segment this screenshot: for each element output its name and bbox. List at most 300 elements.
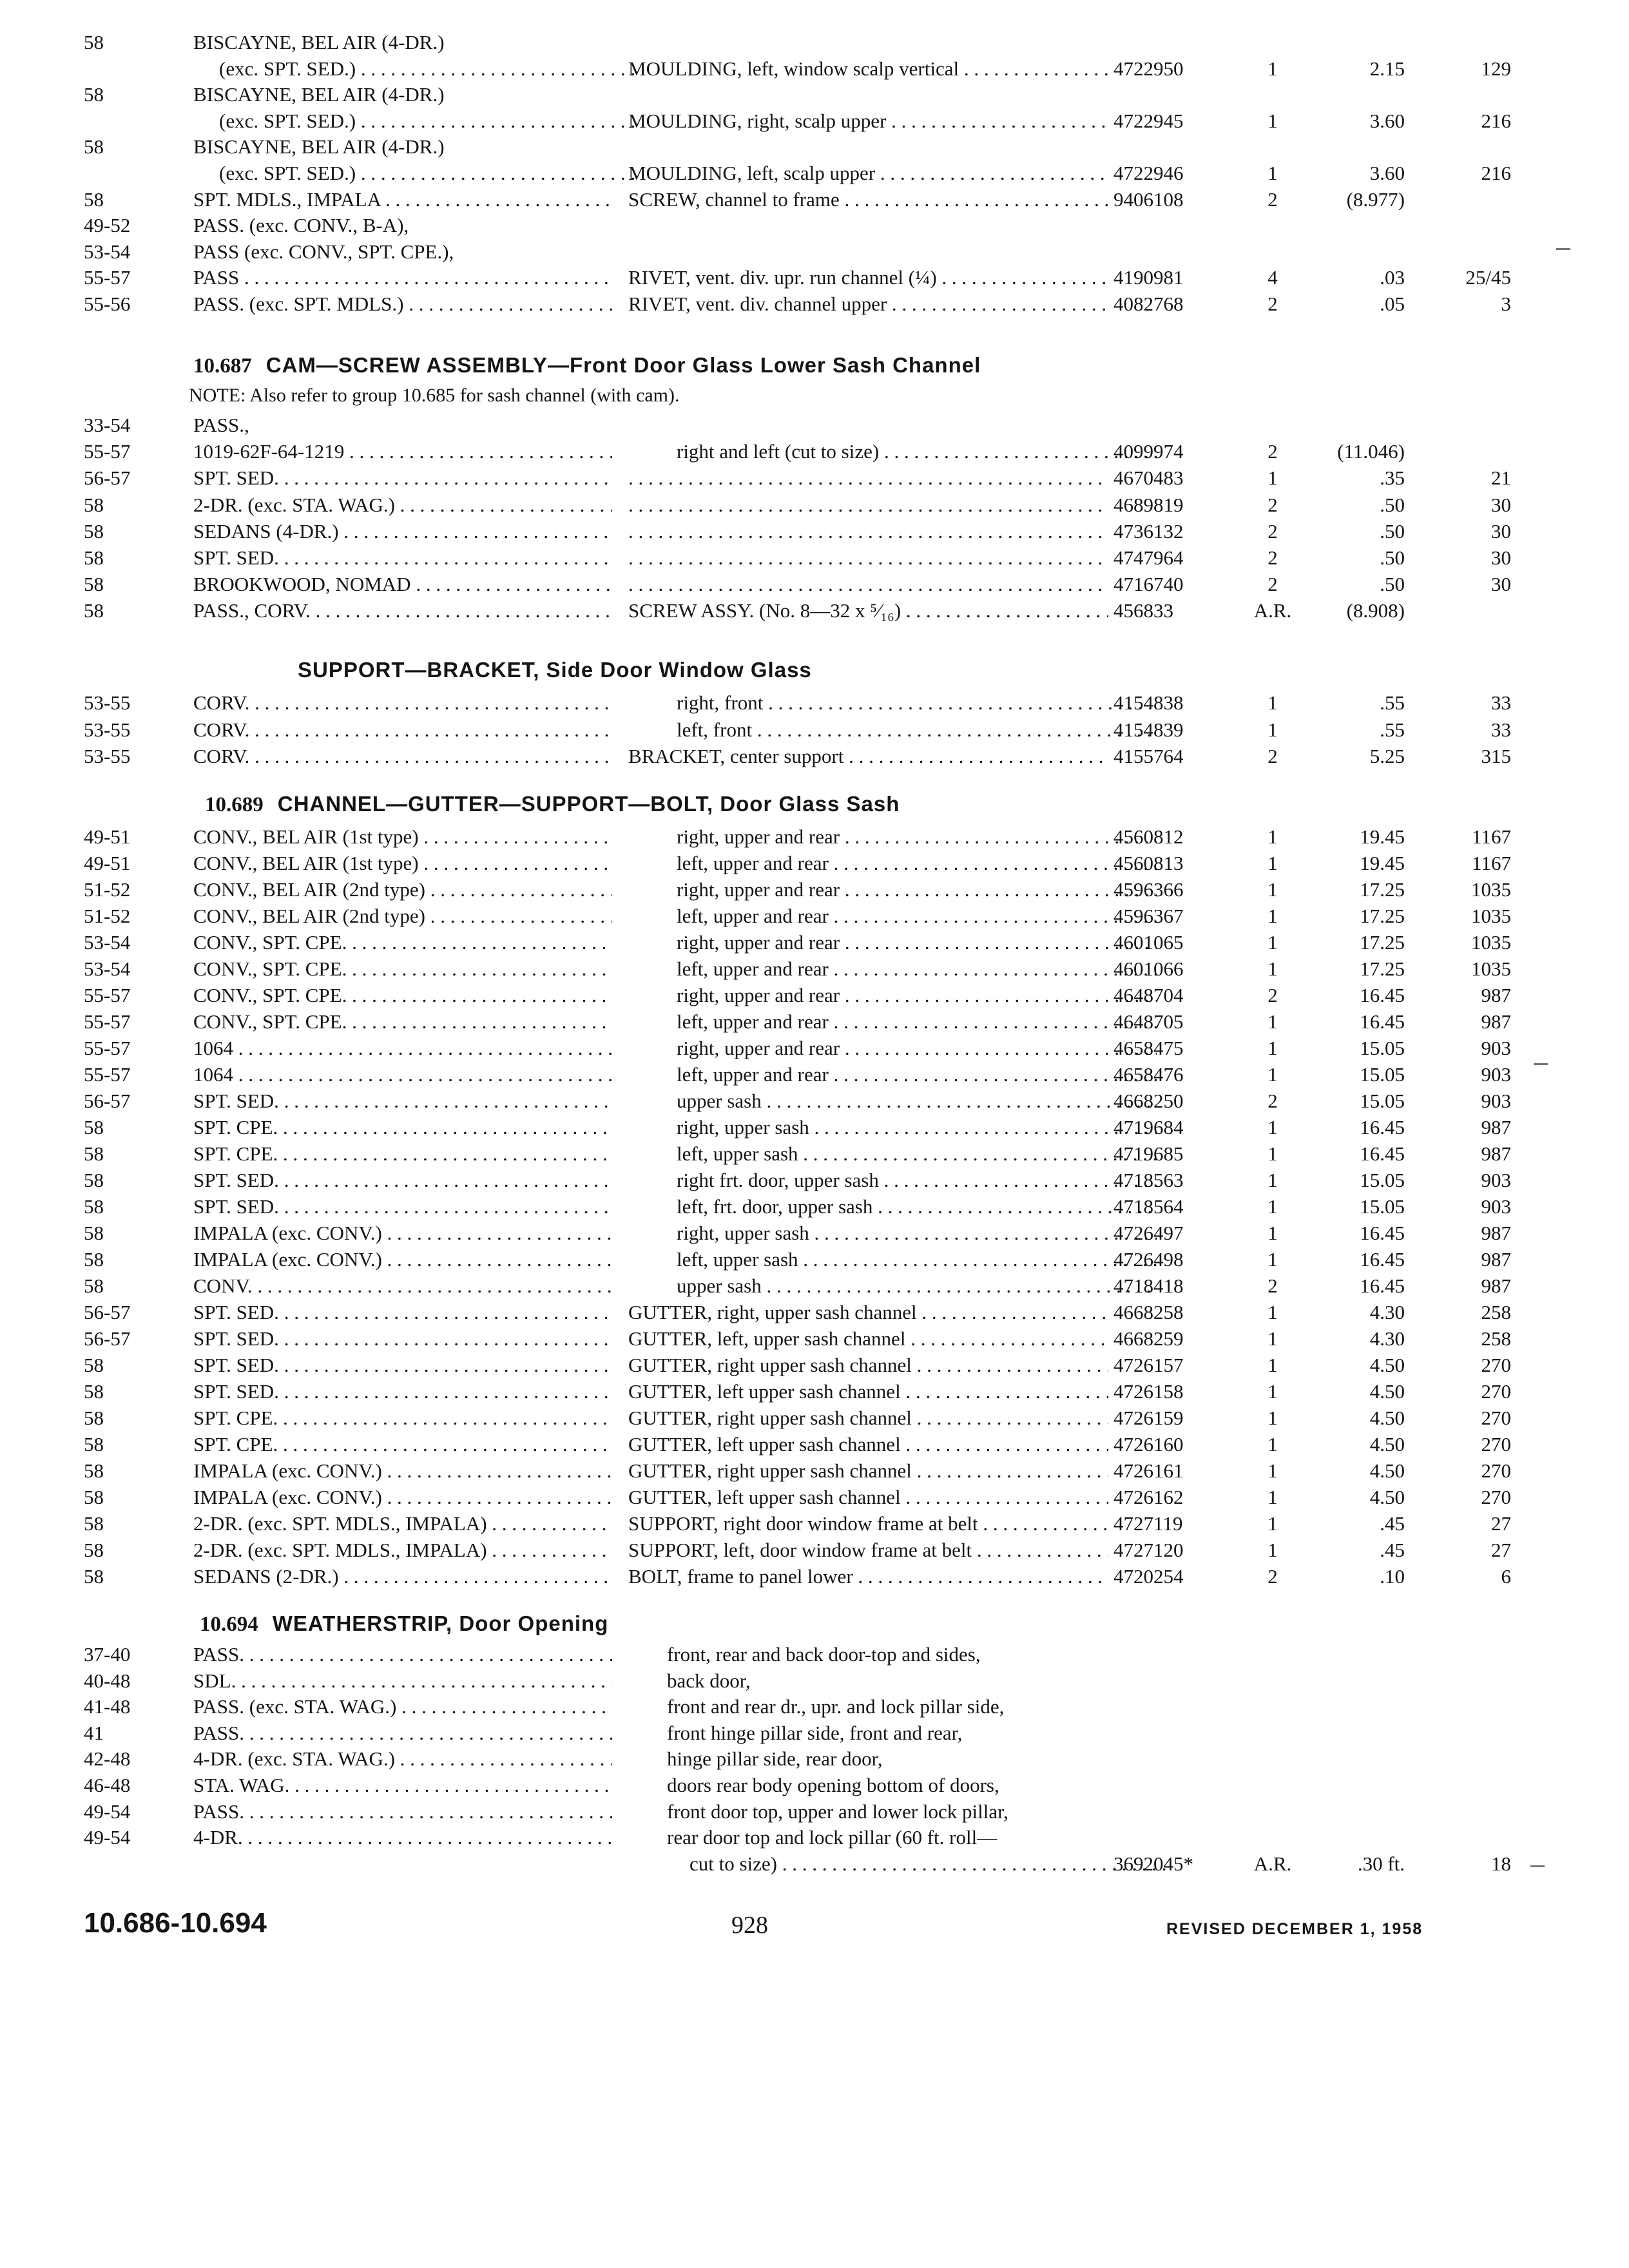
quantity-cell: 1: [1268, 1539, 1278, 1561]
description-cell: GUTTER, left, upper sash channel . . .: [628, 1326, 1108, 1352]
description-cell: left, front . . .: [628, 717, 1157, 743]
application-cell: CONV., BEL AIR (2nd type) . . .: [193, 903, 612, 929]
application-cell: CONV., BEL AIR (1st type) . . .: [193, 850, 612, 876]
year-cell: 58: [84, 1565, 104, 1588]
application-cell: PASS. . . .: [193, 1720, 612, 1746]
price-cell: 15.05: [1360, 1090, 1405, 1112]
list-price-cell: 1035: [1471, 957, 1511, 980]
list-price-cell: 270: [1481, 1486, 1511, 1508]
application-cell: BISCAYNE, BEL AIR (4-DR.): [193, 83, 445, 106]
description-cell: GUTTER, right, upper sash channel . . .: [628, 1300, 1108, 1325]
quantity-cell: A.R.: [1253, 1852, 1292, 1875]
parts-row: [0, 690, 1629, 716]
parts-row: [0, 239, 1629, 265]
part-number-cell: 4722946: [1113, 162, 1184, 184]
description-cell: BRACKET, center support . . .: [628, 744, 1108, 769]
section-title: CHANNEL—GUTTER—SUPPORT—BOLT, Door Glass Sash: [277, 792, 900, 816]
quantity-cell: 1: [1268, 1512, 1278, 1535]
description-cell: RIVET, vent. div. upr. run channel (¼) . . .: [628, 265, 1108, 291]
part-number-cell: 9406108: [1113, 188, 1184, 211]
parts-row: [0, 1405, 1629, 1431]
year-cell: 58: [84, 1195, 104, 1218]
application-cell: PASS. . . .: [193, 1642, 612, 1667]
quantity-cell: 1: [1268, 466, 1278, 489]
part-number-cell: 4658475: [1113, 1037, 1184, 1059]
list-price-cell: 129: [1481, 57, 1511, 80]
quantity-cell: 1: [1268, 1010, 1278, 1033]
list-price-cell: 6: [1501, 1565, 1511, 1588]
description-cell: GUTTER, left upper sash channel . . .: [628, 1379, 1108, 1405]
year-cell: 37-40: [84, 1643, 131, 1666]
price-cell: 17.25: [1360, 878, 1405, 901]
application-cell: 4-DR. . . .: [193, 1825, 612, 1850]
parts-row: [0, 265, 1629, 291]
list-price-cell: 270: [1481, 1407, 1511, 1429]
list-price-cell: 33: [1491, 718, 1511, 741]
list-price-cell: 270: [1481, 1380, 1511, 1403]
parts-row: [0, 108, 1629, 134]
parts-row: [0, 519, 1629, 544]
year-cell: 55-56: [84, 293, 131, 315]
part-number-cell: 4648704: [1113, 984, 1184, 1006]
quantity-cell: 2: [1268, 293, 1278, 315]
year-cell: 58: [84, 1512, 104, 1535]
list-price-cell: 216: [1481, 162, 1511, 184]
price-cell: 4.50: [1369, 1407, 1405, 1429]
parts-row: [0, 1141, 1629, 1167]
description-cell: GUTTER, right upper sash channel . . .: [628, 1458, 1108, 1484]
year-cell: 58: [84, 1407, 104, 1429]
year-cell: 56-57: [84, 1327, 131, 1350]
parts-row: [0, 82, 1629, 108]
year-cell: 58: [84, 1248, 104, 1271]
parts-row: [0, 1668, 1629, 1694]
price-cell: (8.908): [1346, 599, 1405, 622]
parts-row: [0, 1511, 1629, 1537]
price-cell: 15.05: [1360, 1169, 1405, 1191]
description-cell: MOULDING, left, scalp upper . . .: [628, 160, 1108, 186]
price-cell: 16.45: [1360, 1248, 1405, 1271]
price-cell: 16.45: [1360, 1116, 1405, 1139]
quantity-cell: 1: [1268, 825, 1278, 848]
part-number-cell: 4082768: [1113, 293, 1184, 315]
year-cell: 58: [84, 1169, 104, 1191]
year-cell: 40-48: [84, 1669, 131, 1692]
part-number-cell: 4601066: [1113, 957, 1184, 980]
quantity-cell: 2: [1268, 573, 1278, 595]
part-number-cell: 4727119: [1113, 1512, 1183, 1535]
quantity-cell: 1: [1268, 905, 1278, 927]
quantity-cell: 1: [1268, 1195, 1278, 1218]
year-cell: 53-55: [84, 691, 131, 714]
parts-row: [0, 291, 1629, 317]
year-cell: 58: [84, 520, 104, 543]
year-cell: 41-48: [84, 1695, 131, 1718]
margin-mark: [1530, 1865, 1545, 1867]
section-note: NOTE: Also refer to group 10.685 for sash channel (with cam).: [189, 385, 680, 406]
year-cell: 56-57: [84, 1090, 131, 1112]
quantity-cell: 1: [1268, 57, 1278, 80]
application-cell: SPT. CPE. . . .: [193, 1115, 612, 1140]
year-cell: 51-52: [84, 878, 131, 901]
part-number-cell: 456833: [1113, 599, 1173, 622]
application-cell: CONV., SPT. CPE. . . .: [193, 956, 612, 982]
list-price-cell: 258: [1481, 1301, 1511, 1323]
quantity-cell: 1: [1268, 110, 1278, 132]
parts-row: [0, 877, 1629, 903]
list-price-cell: 1167: [1472, 852, 1511, 874]
part-number-cell: 4736132: [1113, 520, 1184, 543]
application-cell: SPT. SED. . . .: [193, 1194, 612, 1220]
list-price-cell: 987: [1481, 1142, 1511, 1165]
list-price-cell: 216: [1481, 110, 1511, 132]
year-cell: 58: [84, 1486, 104, 1508]
price-cell: .10: [1380, 1565, 1405, 1588]
application-cell: BISCAYNE, BEL AIR (4-DR.): [193, 31, 445, 53]
quantity-cell: 1: [1268, 852, 1278, 874]
application-cell: SPT. SED. . . .: [193, 1168, 612, 1193]
section-title: WEATHERSTRIP, Door Opening: [272, 1611, 609, 1635]
section-number: 10.689: [205, 793, 264, 816]
application-cell: SPT. SED. . . .: [193, 1088, 612, 1114]
price-cell: .50: [1380, 546, 1405, 569]
year-cell: 58: [84, 573, 104, 595]
year-cell: 51-52: [84, 905, 131, 927]
year-cell: 49-52: [84, 214, 131, 236]
parts-row: [0, 744, 1629, 769]
application-cell: 1019-62F-64-1219 . . .: [193, 439, 612, 465]
application-cell: 2-DR. (exc. SPT. MDLS., IMPALA) . . .: [193, 1537, 612, 1563]
application-cell: (exc. SPT. SED.) . . .: [193, 108, 638, 134]
price-cell: .50: [1380, 520, 1405, 543]
parts-row: [0, 439, 1629, 465]
parts-row: [0, 850, 1629, 876]
description-cell: right, upper and rear . . .: [628, 983, 1157, 1008]
description-cell: [628, 519, 1108, 544]
parts-row: [0, 1194, 1629, 1220]
description-cell: back door,: [667, 1669, 751, 1692]
margin-mark: [1534, 1063, 1548, 1065]
parts-row: [0, 1564, 1629, 1590]
price-cell: .05: [1380, 293, 1405, 315]
year-cell: 58: [84, 1274, 104, 1297]
price-cell: 15.05: [1360, 1063, 1405, 1086]
quantity-cell: 1: [1268, 691, 1278, 714]
parts-row: [0, 1746, 1629, 1772]
year-cell: 55-57: [84, 266, 131, 289]
parts-row: [0, 1352, 1629, 1378]
part-number-cell: 4648705: [1113, 1010, 1184, 1033]
application-cell: CONV., BEL AIR (1st type) . . .: [193, 824, 612, 850]
description-cell: [628, 465, 1108, 491]
parts-row: [0, 1379, 1629, 1405]
description-cell: [628, 572, 1108, 597]
price-cell: 4.30: [1369, 1327, 1405, 1350]
parts-row: [0, 1537, 1629, 1563]
year-cell: 58: [84, 599, 104, 622]
parts-row: [0, 1168, 1629, 1193]
description-cell: [628, 492, 1108, 518]
application-cell: SPT. SED. . . .: [193, 1300, 612, 1325]
parts-row: [0, 930, 1629, 956]
part-number-cell: 4670483: [1113, 466, 1184, 489]
application-cell: BISCAYNE, BEL AIR (4-DR.): [193, 135, 445, 158]
revision-date: REVISED DECEMBER 1, 1958: [1166, 1920, 1423, 1938]
list-price-cell: 987: [1481, 984, 1511, 1006]
description-cell: left, upper and rear . . .: [628, 903, 1157, 929]
list-price-cell: 903: [1481, 1037, 1511, 1059]
list-price-cell: 27: [1491, 1539, 1511, 1561]
year-cell: 55-57: [84, 1063, 131, 1086]
year-cell: 53-54: [84, 931, 131, 954]
quantity-cell: 1: [1268, 931, 1278, 954]
year-cell: 56-57: [84, 466, 131, 489]
description-cell: GUTTER, left upper sash channel . . .: [628, 1432, 1108, 1457]
list-price-cell: 258: [1481, 1327, 1511, 1350]
application-cell: SEDANS (2-DR.) . . .: [193, 1564, 612, 1590]
part-number-cell: 4718563: [1113, 1169, 1184, 1191]
quantity-cell: 1: [1268, 1354, 1278, 1376]
parts-row: [0, 56, 1629, 82]
description-cell: front and rear dr., upr. and lock pillar side,: [667, 1695, 1005, 1718]
year-cell: 55-57: [84, 440, 131, 463]
description-cell: left, upper and rear . . .: [628, 1009, 1157, 1035]
application-cell: IMPALA (exc. CONV.) . . .: [193, 1458, 612, 1484]
quantity-cell: 2: [1268, 440, 1278, 463]
year-cell: 58: [84, 546, 104, 569]
application-cell: PASS. . . .: [193, 1799, 612, 1825]
price-cell: 3.60: [1369, 110, 1405, 132]
part-number-cell: 4719685: [1113, 1142, 1184, 1165]
quantity-cell: 1: [1268, 1327, 1278, 1350]
year-cell: 58: [84, 83, 104, 106]
year-cell: 55-57: [84, 1010, 131, 1033]
price-cell: 16.45: [1360, 1142, 1405, 1165]
section-heading-10-687: [193, 353, 981, 378]
price-cell: .55: [1380, 691, 1405, 714]
page-number: 928: [731, 1912, 768, 1939]
application-cell: STA. WAG. . . .: [193, 1773, 612, 1798]
application-cell: PASS., CORV. . . .: [193, 598, 612, 624]
part-number-cell: 4726497: [1113, 1222, 1184, 1244]
year-cell: 58: [84, 1116, 104, 1139]
part-number-cell: 4689819: [1113, 494, 1184, 516]
section-number: 10.694: [200, 1613, 258, 1636]
list-price-cell: 25/45: [1465, 266, 1511, 289]
description-cell: left, upper and rear . . .: [628, 956, 1157, 982]
part-number-cell: 4726160: [1113, 1433, 1184, 1456]
quantity-cell: 1: [1268, 957, 1278, 980]
description-cell: GUTTER, right upper sash channel . . .: [628, 1352, 1108, 1378]
application-cell: CORV. . . .: [193, 744, 612, 769]
part-number-cell: 4716740: [1113, 573, 1184, 595]
quantity-cell: 1: [1268, 1142, 1278, 1165]
application-cell: CORV. . . .: [193, 690, 612, 716]
parts-row: [0, 1035, 1629, 1061]
price-cell: .03: [1380, 266, 1405, 289]
year-cell: 53-55: [84, 745, 131, 767]
parts-row: [0, 213, 1629, 238]
year-cell: 41: [84, 1722, 104, 1744]
part-number-cell: 4747964: [1113, 546, 1184, 569]
application-cell: SPT. CPE. . . .: [193, 1432, 612, 1457]
year-cell: 58: [84, 31, 104, 53]
list-price-cell: 987: [1481, 1274, 1511, 1297]
part-number-cell: 4560813: [1113, 852, 1184, 874]
description-cell: GUTTER, left upper sash channel . . .: [628, 1485, 1108, 1510]
list-price-cell: 1035: [1471, 878, 1511, 901]
parts-row: [0, 1773, 1629, 1798]
description-cell: rear door top and lock pillar (60 ft. roll—: [667, 1826, 998, 1849]
quantity-cell: 4: [1268, 266, 1278, 289]
part-number-cell: 4718418: [1113, 1274, 1184, 1297]
price-cell: 4.50: [1369, 1459, 1405, 1482]
parts-row: [0, 1300, 1629, 1325]
parts-row: [0, 1458, 1629, 1484]
list-price-cell: 987: [1481, 1248, 1511, 1271]
quantity-cell: 1: [1268, 1063, 1278, 1086]
year-cell: 53-54: [84, 957, 131, 980]
application-cell: SPT. SED. . . .: [193, 1352, 612, 1378]
quantity-cell: 1: [1268, 1037, 1278, 1059]
application-cell: PASS. (exc. STA. WAG.) . . .: [193, 1694, 612, 1720]
description-cell: cut to size) . . .: [628, 1851, 1170, 1877]
price-cell: 5.25: [1369, 745, 1405, 767]
application-cell: CORV. . . .: [193, 717, 612, 743]
part-number-cell: 4727120: [1113, 1539, 1184, 1561]
year-cell: 58: [84, 1222, 104, 1244]
parts-row: [0, 187, 1629, 213]
application-cell: CONV., SPT. CPE. . . .: [193, 930, 612, 956]
price-cell: 15.05: [1360, 1037, 1405, 1059]
application-cell: SPT. SED. . . .: [193, 465, 612, 491]
section-title: CAM—SCREW ASSEMBLY—Front Door Glass Lower Sash Channel: [265, 353, 981, 377]
application-cell: IMPALA (exc. CONV.) . . .: [193, 1247, 612, 1273]
part-number-cell: 4722950: [1113, 57, 1184, 80]
section-heading-support-bracket: [298, 658, 812, 683]
price-cell: 4.50: [1369, 1433, 1405, 1456]
section-number: 10.687: [193, 354, 252, 378]
list-price-cell: 21: [1491, 466, 1511, 489]
quantity-cell: 1: [1268, 1116, 1278, 1139]
part-number-cell: 4154839: [1113, 718, 1184, 741]
list-price-cell: 270: [1481, 1354, 1511, 1376]
part-number-cell: 4726498: [1113, 1248, 1184, 1271]
price-cell: 17.25: [1360, 905, 1405, 927]
list-price-cell: 18: [1491, 1852, 1511, 1875]
description-cell: right, upper and rear . . .: [628, 824, 1157, 850]
part-number-cell: 4726159: [1113, 1407, 1184, 1429]
year-cell: 58: [84, 1354, 104, 1376]
description-cell: hinge pillar side, rear door,: [667, 1747, 883, 1770]
description-cell: front door top, upper and lower lock pillar,: [667, 1800, 1008, 1823]
parts-row: [0, 1720, 1629, 1746]
section-heading-10-694: [200, 1611, 608, 1637]
application-cell: CONV., SPT. CPE. . . .: [193, 1009, 612, 1035]
year-cell: 42-48: [84, 1747, 131, 1770]
part-number-cell: 4726158: [1113, 1380, 1184, 1403]
quantity-cell: 1: [1268, 1169, 1278, 1191]
description-cell: left, frt. door, upper sash . . .: [628, 1194, 1157, 1220]
description-cell: [628, 545, 1108, 571]
price-cell: 4.50: [1369, 1486, 1405, 1508]
price-cell: .45: [1380, 1539, 1405, 1561]
price-cell: 2.15: [1369, 57, 1405, 80]
application-cell: SPT. MDLS., IMPALA . . .: [193, 187, 612, 213]
parts-row: [0, 903, 1629, 929]
description-cell: MOULDING, left, window scalp vertical . . .: [628, 56, 1108, 82]
price-cell: 16.45: [1360, 984, 1405, 1006]
description-cell: left, upper and rear . . .: [628, 850, 1157, 876]
part-number-cell: 4726161: [1113, 1459, 1184, 1482]
part-number-cell: 4154838: [1113, 691, 1184, 714]
description-cell: GUTTER, right upper sash channel . . .: [628, 1405, 1108, 1431]
list-price-cell: 1167: [1472, 825, 1511, 848]
parts-row: [0, 956, 1629, 982]
parts-row: [0, 1247, 1629, 1273]
parts-row: [0, 1326, 1629, 1352]
application-cell: 2-DR. (exc. SPT. MDLS., IMPALA) . . .: [193, 1511, 612, 1537]
year-cell: 58: [84, 135, 104, 158]
list-price-cell: 33: [1491, 691, 1511, 714]
year-cell: 33-54: [84, 414, 131, 436]
description-cell: RIVET, vent. div. channel upper . . .: [628, 291, 1108, 317]
list-price-cell: 903: [1481, 1090, 1511, 1112]
quantity-cell: 1: [1268, 1301, 1278, 1323]
year-cell: 46-48: [84, 1774, 131, 1796]
year-cell: 53-55: [84, 718, 131, 741]
description-cell: right, upper and rear . . .: [628, 877, 1157, 903]
application-cell: (exc. SPT. SED.) . . .: [193, 56, 638, 82]
part-number-cell: 4601065: [1113, 931, 1184, 954]
list-price-cell: 270: [1481, 1433, 1511, 1456]
part-number-cell: 3692045*: [1113, 1852, 1193, 1875]
part-number-cell: 4658476: [1113, 1063, 1184, 1086]
quantity-cell: 1: [1268, 1248, 1278, 1271]
list-price-cell: 903: [1481, 1063, 1511, 1086]
parts-row: [0, 1115, 1629, 1140]
parts-row: [0, 983, 1629, 1008]
description-cell: front, rear and back door-top and sides,: [667, 1643, 981, 1666]
part-number-cell: 4719684: [1113, 1116, 1184, 1139]
quantity-cell: 2: [1268, 546, 1278, 569]
year-cell: 49-51: [84, 852, 131, 874]
list-price-cell: 30: [1491, 573, 1511, 595]
description-cell: upper sash . . .: [628, 1273, 1157, 1299]
quantity-cell: 1: [1268, 718, 1278, 741]
description-cell: right, upper and rear . . .: [628, 930, 1157, 956]
parts-row: [0, 492, 1629, 518]
parts-row: [0, 160, 1629, 186]
list-price-cell: 30: [1491, 494, 1511, 516]
year-cell: 49-54: [84, 1800, 131, 1823]
parts-row: [0, 1432, 1629, 1457]
description-cell: right, upper and rear . . .: [628, 1035, 1157, 1061]
parts-row: [0, 1825, 1629, 1850]
parts-row: [0, 598, 1629, 624]
list-price-cell: 30: [1491, 520, 1511, 543]
price-cell: .35: [1380, 466, 1405, 489]
parts-row: [0, 134, 1629, 160]
parts-row: [0, 1799, 1629, 1825]
parts-row: [0, 1642, 1629, 1667]
price-cell: .30 ft.: [1357, 1852, 1405, 1875]
price-cell: 4.50: [1369, 1380, 1405, 1403]
list-price-cell: 987: [1481, 1116, 1511, 1139]
part-number-cell: 4720254: [1113, 1565, 1184, 1588]
parts-row: [0, 1088, 1629, 1114]
price-cell: (8.977): [1346, 188, 1405, 211]
